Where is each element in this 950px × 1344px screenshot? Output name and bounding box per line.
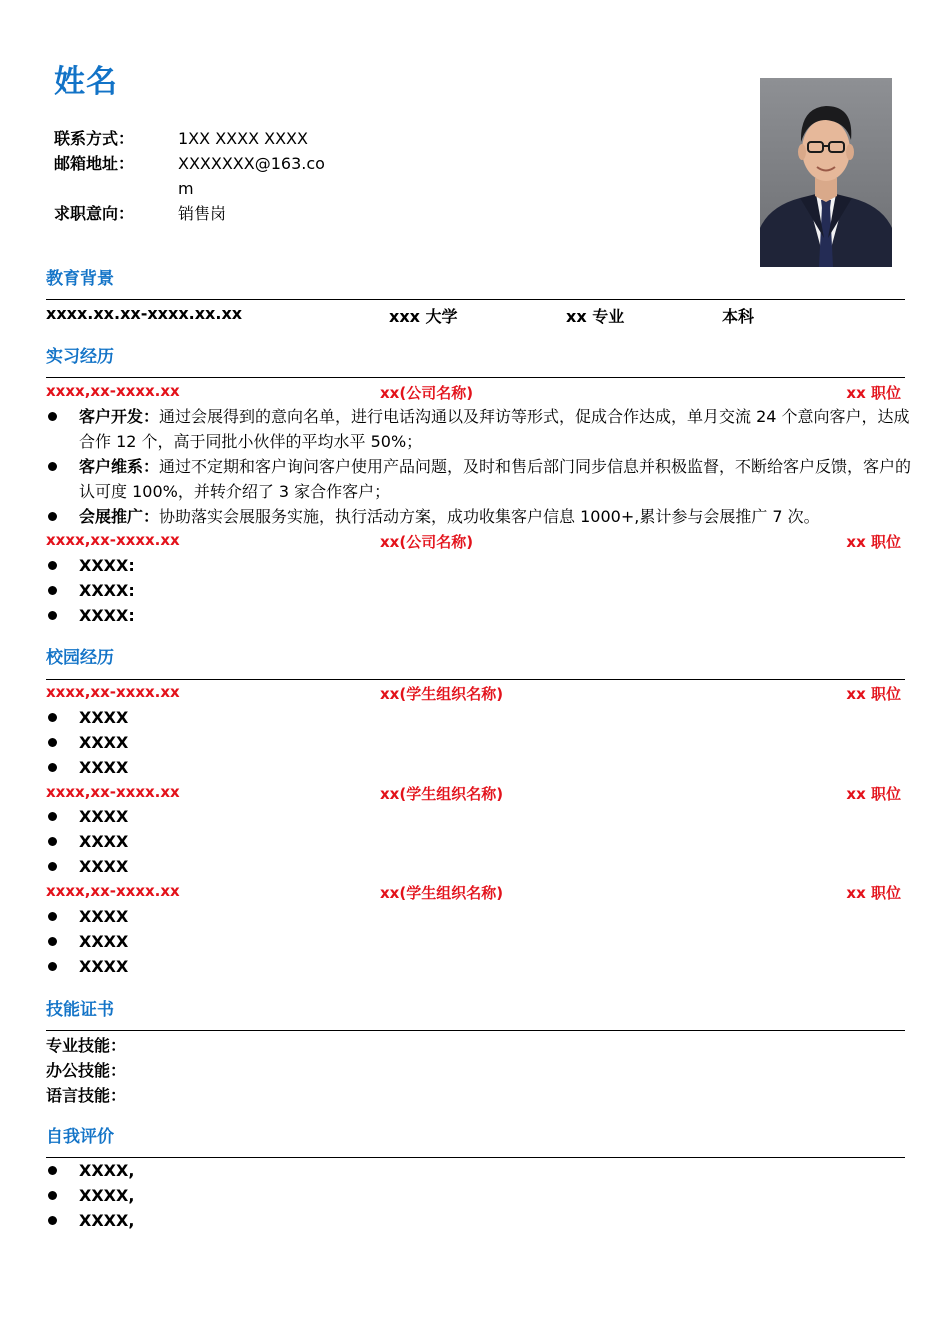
skill-item: 办公技能： bbox=[46, 1061, 127, 1080]
entry-position: xx 职位 bbox=[846, 685, 901, 703]
entry-position: xx 职位 bbox=[846, 785, 901, 803]
internship-bullets bbox=[46, 404, 916, 529]
entry-org: xx(学生组织名称) bbox=[380, 685, 504, 703]
contact-row bbox=[54, 201, 328, 226]
education-school: xxx 大学 bbox=[389, 307, 458, 326]
bullet-icon bbox=[48, 912, 57, 921]
internship-bullets bbox=[46, 553, 916, 628]
bullet-label: XXXX: bbox=[79, 606, 135, 625]
bullet-icon bbox=[48, 962, 57, 971]
education-period: xxxx.xx.xx-xxxx.xx.xx bbox=[46, 304, 243, 323]
internship-header bbox=[46, 382, 901, 404]
entry-position: xx 职位 bbox=[846, 533, 901, 551]
bullet-label: XXXX bbox=[79, 907, 129, 926]
list-item bbox=[46, 1208, 916, 1233]
bullet-icon bbox=[48, 1166, 57, 1175]
entry-org: xx(学生组织名称) bbox=[380, 884, 504, 902]
list-item bbox=[46, 854, 916, 879]
list-item bbox=[46, 705, 916, 730]
section-divider bbox=[46, 377, 905, 378]
list-item bbox=[46, 1183, 916, 1208]
entry-period: xxxx,xx-xxxx.xx bbox=[46, 531, 180, 549]
bullet-label: XXXX, bbox=[79, 1211, 135, 1230]
bullet-label: XXXX bbox=[79, 957, 129, 976]
resume-name: 姓名 bbox=[54, 64, 118, 100]
bullet-icon bbox=[48, 611, 57, 620]
entry-period: xxxx,xx-xxxx.xx bbox=[46, 882, 180, 900]
person-portrait-icon bbox=[760, 78, 892, 267]
entry-position: xx 职位 bbox=[846, 884, 901, 902]
bullet-label: 会展推广： bbox=[79, 507, 160, 526]
contact-label: 邮箱地址： bbox=[54, 154, 135, 173]
section-divider bbox=[46, 1030, 905, 1031]
entry-period: xxxx,xx-xxxx.xx bbox=[46, 683, 180, 701]
contact-info bbox=[54, 126, 328, 226]
bullet-icon bbox=[48, 937, 57, 946]
bullet-icon bbox=[48, 862, 57, 871]
bullet-label: XXXX, bbox=[79, 1186, 135, 1205]
list-item bbox=[46, 454, 916, 504]
campus-header bbox=[46, 783, 901, 805]
entry-company: xx(公司名称) bbox=[380, 533, 474, 551]
skills-list bbox=[46, 1033, 126, 1108]
campus-bullets bbox=[46, 904, 916, 979]
section-divider bbox=[46, 679, 905, 680]
bullet-icon bbox=[48, 738, 57, 747]
bullet-label: XXXX bbox=[79, 932, 129, 951]
internship-header bbox=[46, 531, 901, 553]
entry-period: xxxx,xx-xxxx.xx bbox=[46, 382, 180, 400]
self-evaluation-bullets bbox=[46, 1158, 916, 1233]
contact-label: 求职意向： bbox=[54, 204, 135, 223]
bullet-icon bbox=[48, 1216, 57, 1225]
contact-value: 销售岗 bbox=[178, 204, 227, 223]
list-item bbox=[46, 929, 916, 954]
contact-row bbox=[54, 151, 328, 201]
bullet-icon bbox=[48, 1191, 57, 1200]
profile-photo bbox=[760, 78, 892, 267]
list-item bbox=[46, 553, 916, 578]
section-title-education: 教育背景 bbox=[46, 269, 114, 289]
list-item bbox=[46, 804, 916, 829]
skill-item: 专业技能： bbox=[46, 1036, 127, 1055]
education-degree: 本科 bbox=[722, 307, 755, 326]
bullet-icon bbox=[48, 512, 57, 521]
section-title-campus: 校园经历 bbox=[46, 648, 114, 668]
bullet-icon bbox=[48, 837, 57, 846]
list-item bbox=[46, 504, 916, 529]
section-title-skills: 技能证书 bbox=[46, 1000, 114, 1020]
bullet-icon bbox=[48, 462, 57, 471]
bullet-label: 客户开发： bbox=[79, 407, 160, 426]
list-item bbox=[46, 603, 916, 628]
bullet-label: XXXX bbox=[79, 832, 129, 851]
list-item bbox=[46, 404, 916, 454]
section-title-internship: 实习经历 bbox=[46, 347, 114, 367]
bullet-icon bbox=[48, 586, 57, 595]
bullet-label: XXXX bbox=[79, 758, 129, 777]
entry-company: xx(公司名称) bbox=[380, 384, 474, 402]
entry-org: xx(学生组织名称) bbox=[380, 785, 504, 803]
list-item bbox=[46, 904, 916, 929]
education-row bbox=[46, 304, 905, 326]
campus-bullets bbox=[46, 705, 916, 780]
bullet-label: XXXX bbox=[79, 733, 129, 752]
list-item bbox=[46, 954, 916, 979]
bullet-text: 协助落实会展服务实施，执行活动方案，成功收集客户信息 1000+,累计参与会展推广 7 次。 bbox=[159, 507, 820, 526]
entry-position: xx 职位 bbox=[846, 384, 901, 402]
campus-bullets bbox=[46, 804, 916, 879]
list-item bbox=[46, 1158, 916, 1183]
bullet-icon bbox=[48, 763, 57, 772]
bullet-label: XXXX: bbox=[79, 581, 135, 600]
section-divider bbox=[46, 299, 905, 300]
bullet-icon bbox=[48, 561, 57, 570]
entry-period: xxxx,xx-xxxx.xx bbox=[46, 783, 180, 801]
bullet-label: XXXX bbox=[79, 807, 129, 826]
contact-value: 1XX XXXX XXXX bbox=[178, 129, 308, 148]
campus-header bbox=[46, 882, 901, 904]
contact-value: XXXXXXX@163.com bbox=[178, 154, 325, 198]
contact-label: 联系方式： bbox=[54, 129, 135, 148]
contact-row bbox=[54, 126, 328, 151]
bullet-text: 通过不定期和客户询问客户使用产品问题，及时和售后部门同步信息并积极监督，不断给客户反馈，客户的认可度 100%，并转介绍了 3 家合作客户； bbox=[79, 457, 912, 501]
bullet-icon bbox=[48, 812, 57, 821]
bullet-text: 通过会展得到的意向名单，进行电话沟通以及拜访等形式，促成合作达成，单月交流 24 个意向客户，达成合作 12 个，高于同批小伙伴的平均水平 50%； bbox=[79, 407, 910, 451]
bullet-label: XXXX bbox=[79, 708, 129, 727]
bullet-icon bbox=[48, 713, 57, 722]
bullet-label: 客户维系： bbox=[79, 457, 160, 476]
education-major: xx 专业 bbox=[566, 307, 625, 326]
bullet-label: XXXX, bbox=[79, 1161, 135, 1180]
list-item bbox=[46, 755, 916, 780]
list-item bbox=[46, 578, 916, 603]
list-item bbox=[46, 730, 916, 755]
list-item bbox=[46, 829, 916, 854]
skill-item: 语言技能： bbox=[46, 1086, 127, 1105]
campus-header bbox=[46, 683, 901, 705]
bullet-icon bbox=[48, 412, 57, 421]
section-title-self-evaluation: 自我评价 bbox=[46, 1127, 114, 1147]
bullet-label: XXXX bbox=[79, 857, 129, 876]
bullet-label: XXXX: bbox=[79, 556, 135, 575]
